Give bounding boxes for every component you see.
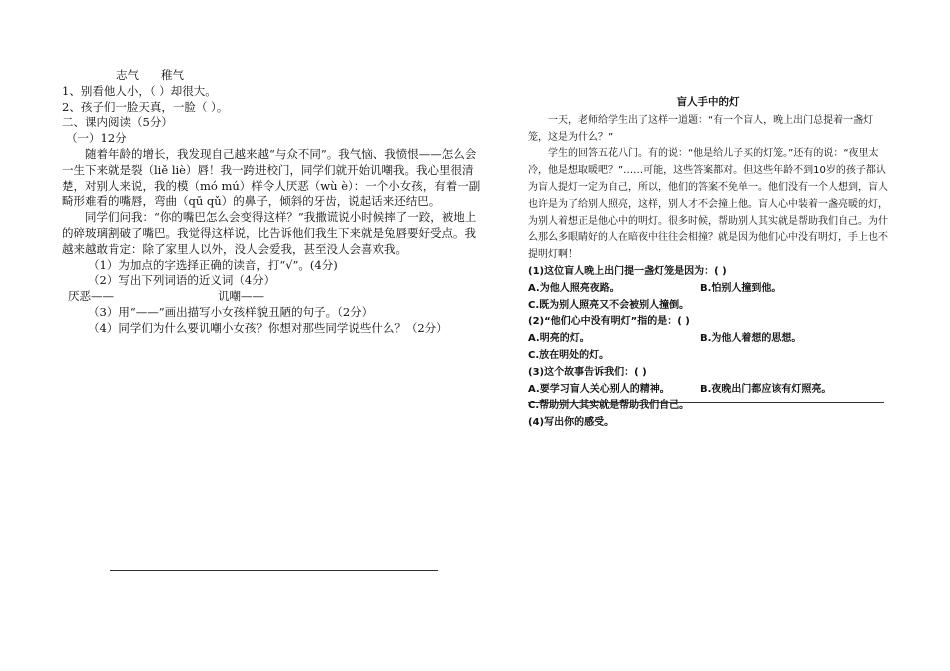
question-3-options — [528, 382, 888, 399]
question-2: (2)“他们心中没有明灯”指的是：( ) — [528, 316, 690, 328]
option-3b: B.夜晚出门都应该有灯照亮。 — [700, 383, 832, 395]
fill-question-2: 2、孩子们一脸天真，一脸（ ）。 — [62, 99, 229, 114]
left-column — [62, 68, 482, 337]
passage-paragraph-2: 学生的回答五花八门。有的说：“他是给儿子买的灯笼。”还有的说：“夜里太冷，他是想取暖吧？”……可能，这些答案都对。但这些年龄不到10岁的孩子都认为盲人提灯一定为自己，所以，他们的答案不免单一。他们没有一个人想到，盲人也许是为了给别人照亮，这样，别人才不会撞上他。盲人心中装着一盏亮暖的灯，为别人着想正是他心中的明灯。很多时候，帮助别人其实就是帮助我们自己。为什么那么多眼睛好的人在暗夜中往往会相撞？就是因为他们心中没有明灯，手上也不提明灯啊！ — [528, 148, 888, 261]
question-1: (1)这位盲人晚上出门提一盏灯笼是因为：( ) — [528, 265, 727, 277]
question-2-options — [528, 331, 888, 348]
fill-question-1: 1、别看他人小，（ ）却很大。 — [62, 83, 217, 98]
question-3: (3)这个故事告诉我们：( ) — [528, 366, 647, 378]
right-column — [528, 94, 888, 432]
answer-line-left — [110, 570, 438, 571]
answer-line-right — [528, 402, 884, 403]
question-4: (4)写出你的感受。 — [528, 417, 615, 429]
option-1b: B.怕别人撞到他。 — [700, 282, 782, 294]
option-3c: C.帮助别人其实就是帮助我们自己。 — [528, 400, 690, 412]
sub-heading: （一）12分 — [66, 131, 127, 146]
reading-paragraph-2: 同学们问我：“你的嘴巴怎么会变得这样？”我撒谎说小时候摔了一跤，被地上的碎玻璃割破了嘴巴。我觉得这样说，比告诉他们我生下来就是兔唇要好受点。我越来越敢肯定：除了家里人以外，没人会爱我，甚至没人会喜欢我。 — [62, 210, 477, 256]
passage-title: 盲人手中的灯 — [676, 96, 740, 108]
option-2b: B.为他人着想的思想。 — [700, 333, 802, 345]
synonym-1: 厌恶—— — [68, 289, 114, 304]
task-4: （4）同学们为什么要讥嘲小女孩？你想对那些同学说些什么？（2分） — [88, 320, 448, 335]
word-2: 稚气 — [161, 68, 184, 82]
option-3a: A.要学习盲人关心别人的精神。 — [528, 383, 670, 395]
task-2: （2）写出下列词语的近义词（4分） — [88, 273, 276, 288]
option-2c: C.放在明处的灯。 — [528, 349, 610, 361]
reading-paragraph-1: 随着年龄的增长，我发现自己越来越“与众不同”。我气恼、我愤恨——怎么会一生下来就是裂（liě liè）唇！我一跨进校门，同学们就开始讥嘲我。我心里很清楚，对别人来说，我的模（mó mú）样令人厌恶（wù è）：一个小女孩，有着一副畸形难看的嘴唇，弯曲（qū qǔ）的鼻子，倾斜的牙齿，说起话来还结巴。 — [62, 146, 481, 209]
option-1a: A.为他人照亮夜路。 — [528, 282, 620, 294]
option-1c: C.既为别人照亮又不会被别人撞倒。 — [528, 299, 690, 311]
synonym-2: 讥嘲—— — [218, 289, 264, 304]
word-bank — [62, 68, 482, 84]
option-2a: A.明亮的灯。 — [528, 333, 590, 345]
passage-paragraph-1: 一天，老师给学生出了这样一道题：“有一个盲人，晚上出门总提着一盏灯笼，这是为什么？” — [528, 114, 874, 143]
question-1-options — [528, 281, 888, 298]
word-1: 志气 — [116, 68, 139, 82]
task-1: （1）为加点的字选择正确的读音，打“√”。(4分) — [88, 257, 338, 272]
section-heading: 二、课内阅读（5分） — [62, 115, 173, 130]
synonym-row — [62, 289, 482, 305]
task-3: （3）用“——”画出描写小女孩样貌丑陋的句子。（2分） — [88, 304, 374, 319]
